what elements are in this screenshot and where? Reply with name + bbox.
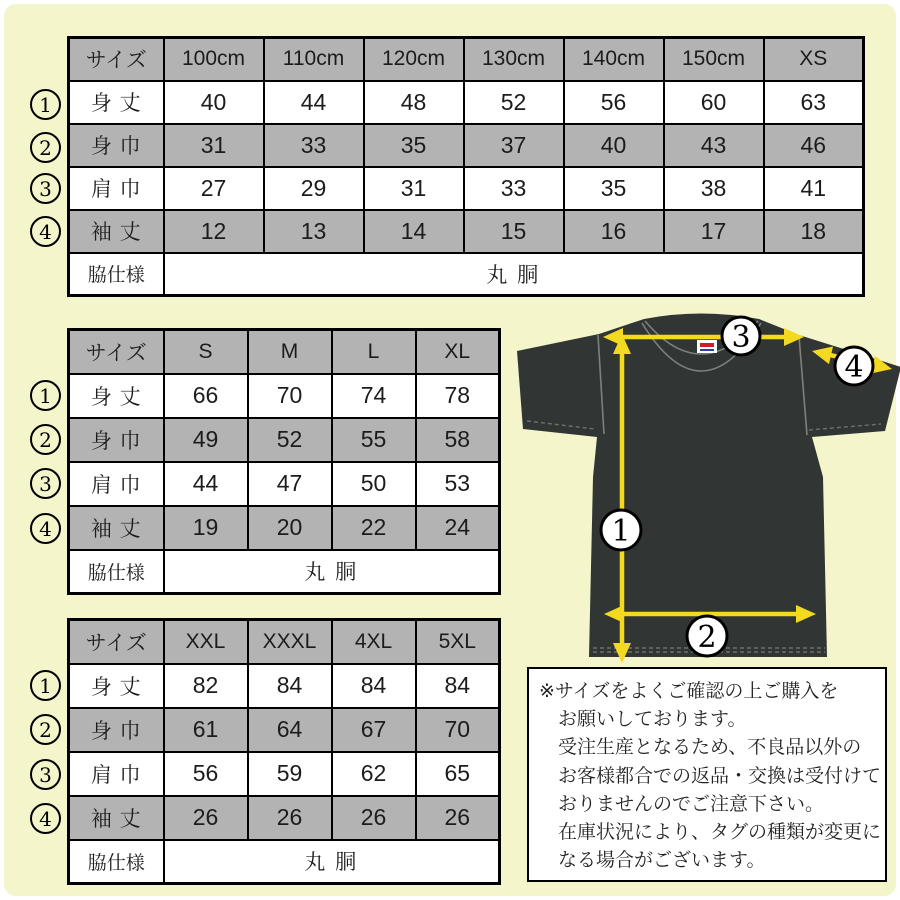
row-label: 身 巾: [69, 708, 164, 752]
notice-line: 受注生産となるため、不良品以外の: [558, 737, 862, 759]
cell-value: 67: [332, 708, 416, 752]
col-header: 4XL: [332, 620, 416, 664]
col-header: 140cm: [564, 38, 664, 81]
cell-value: 78: [416, 374, 500, 418]
row-marker-3: 3: [30, 468, 61, 499]
cell-value: 64: [248, 708, 332, 752]
notice-line: 在庫状況により、タグの種類が変更に: [558, 822, 882, 844]
tshirt-measurement-diagram: [509, 307, 900, 667]
cell-value: 84: [416, 664, 500, 708]
cell-value: 63: [764, 81, 864, 124]
cell-value: 53: [416, 462, 500, 506]
footer-value: 丸 胴: [164, 253, 864, 296]
cell-value: 47: [248, 462, 332, 506]
cell-value: 18: [764, 210, 864, 253]
cell-value: 43: [664, 124, 764, 167]
row-marker-3: 3: [30, 759, 61, 790]
svg-text:1: 1: [611, 514, 631, 549]
row-label: 身 巾: [69, 418, 164, 462]
cell-value: 26: [164, 796, 248, 840]
cell-value: 31: [364, 167, 464, 210]
cell-value: 41: [764, 167, 864, 210]
svg-text:2: 2: [697, 620, 717, 655]
cell-value: 60: [664, 81, 764, 124]
col-header: 110cm: [264, 38, 364, 81]
footer-label: 脇仕様: [69, 253, 164, 296]
cell-value: 33: [264, 124, 364, 167]
cell-value: 37: [464, 124, 564, 167]
notice-line: なる場合がございます。: [558, 850, 766, 872]
row-marker-2: 2: [30, 424, 61, 455]
corner-header: サイズ: [69, 330, 164, 374]
cell-value: 58: [416, 418, 500, 462]
cell-value: 12: [164, 210, 264, 253]
cell-value: 40: [564, 124, 664, 167]
notice-line: お願いしております。: [558, 709, 747, 731]
footer-label: 脇仕様: [69, 840, 164, 884]
row-label: 袖 丈: [69, 210, 164, 253]
size-table-s-xl: [67, 328, 501, 595]
cell-value: 40: [164, 81, 264, 124]
row-marker-1: 1: [30, 670, 61, 701]
cell-value: 22: [332, 506, 416, 550]
cell-value: 13: [264, 210, 364, 253]
cell-value: 44: [264, 81, 364, 124]
row-marker-2: 2: [30, 714, 61, 745]
cell-value: 33: [464, 167, 564, 210]
cell-value: 20: [248, 506, 332, 550]
row-label: 身 丈: [69, 374, 164, 418]
svg-text:4: 4: [844, 350, 864, 385]
row-marker-1: 1: [30, 89, 61, 120]
cell-value: 65: [416, 752, 500, 796]
row-marker-3: 3: [30, 173, 61, 204]
col-header: XXXL: [248, 620, 332, 664]
cell-value: 38: [664, 167, 764, 210]
footer-value: 丸 胴: [164, 840, 500, 884]
corner-header: サイズ: [69, 38, 164, 81]
size-table-kids-xs: [67, 36, 865, 297]
row-marker-4: 4: [30, 513, 61, 544]
col-header: 130cm: [464, 38, 564, 81]
cell-value: 66: [164, 374, 248, 418]
cell-value: 84: [332, 664, 416, 708]
size-table-xxl-5xl: [67, 618, 501, 885]
row-label: 袖 丈: [69, 506, 164, 550]
col-header: M: [248, 330, 332, 374]
cell-value: 52: [464, 81, 564, 124]
corner-header: サイズ: [69, 620, 164, 664]
shirt-marker-1: [601, 510, 641, 550]
row-label: 袖 丈: [69, 796, 164, 840]
cell-value: 50: [332, 462, 416, 506]
cell-value: 55: [332, 418, 416, 462]
cell-value: 70: [416, 708, 500, 752]
row-label: 身 丈: [69, 81, 164, 124]
row-marker-2: 2: [30, 132, 61, 163]
col-header: XS: [764, 38, 864, 81]
row-label: 肩 巾: [69, 462, 164, 506]
row-label: 身 巾: [69, 124, 164, 167]
cell-value: 24: [416, 506, 500, 550]
cell-value: 84: [248, 664, 332, 708]
cell-value: 49: [164, 418, 248, 462]
col-header: L: [332, 330, 416, 374]
size-chart-canvas: [4, 4, 896, 896]
cell-value: 26: [248, 796, 332, 840]
cell-value: 35: [364, 124, 464, 167]
cell-value: 61: [164, 708, 248, 752]
cell-value: 44: [164, 462, 248, 506]
cell-value: 19: [164, 506, 248, 550]
cell-value: 56: [564, 81, 664, 124]
col-header: 120cm: [364, 38, 464, 81]
cell-value: 82: [164, 664, 248, 708]
footer-value: 丸 胴: [164, 550, 500, 594]
svg-text:3: 3: [731, 320, 751, 355]
cell-value: 52: [248, 418, 332, 462]
cell-value: 31: [164, 124, 264, 167]
shirt-marker-2: [687, 616, 727, 656]
cell-value: 17: [664, 210, 764, 253]
row-marker-4: 4: [30, 803, 61, 834]
notice-line: ※サイズをよくご確認の上ご購入を: [539, 681, 839, 702]
row-marker-1: 1: [30, 380, 61, 411]
cell-value: 70: [248, 374, 332, 418]
col-header: XL: [416, 330, 500, 374]
footer-label: 脇仕様: [69, 550, 164, 594]
cell-value: 29: [264, 167, 364, 210]
notice-line: おりませんのでご注意下さい。: [558, 793, 825, 815]
row-label: 身 丈: [69, 664, 164, 708]
row-label: 肩 巾: [69, 167, 164, 210]
cell-value: 27: [164, 167, 264, 210]
cell-value: 56: [164, 752, 248, 796]
col-header: 5XL: [416, 620, 500, 664]
cell-value: 35: [564, 167, 664, 210]
col-header: 100cm: [164, 38, 264, 81]
col-header: XXL: [164, 620, 248, 664]
cell-value: 48: [364, 81, 464, 124]
row-label: 肩 巾: [69, 752, 164, 796]
shirt-marker-3: [722, 317, 760, 355]
cell-value: 26: [416, 796, 500, 840]
cell-value: 62: [332, 752, 416, 796]
col-header: 150cm: [664, 38, 764, 81]
neck-tag: [697, 340, 717, 353]
cell-value: 46: [764, 124, 864, 167]
shirt-marker-4: [835, 347, 873, 385]
notice-line: お客様都合での返品・交換は受付けて: [558, 765, 882, 787]
cell-value: 15: [464, 210, 564, 253]
purchase-notice-box: [527, 667, 887, 882]
cell-value: 59: [248, 752, 332, 796]
col-header: S: [164, 330, 248, 374]
row-marker-4: 4: [30, 216, 61, 247]
cell-value: 16: [564, 210, 664, 253]
cell-value: 14: [364, 210, 464, 253]
cell-value: 74: [332, 374, 416, 418]
cell-value: 26: [332, 796, 416, 840]
